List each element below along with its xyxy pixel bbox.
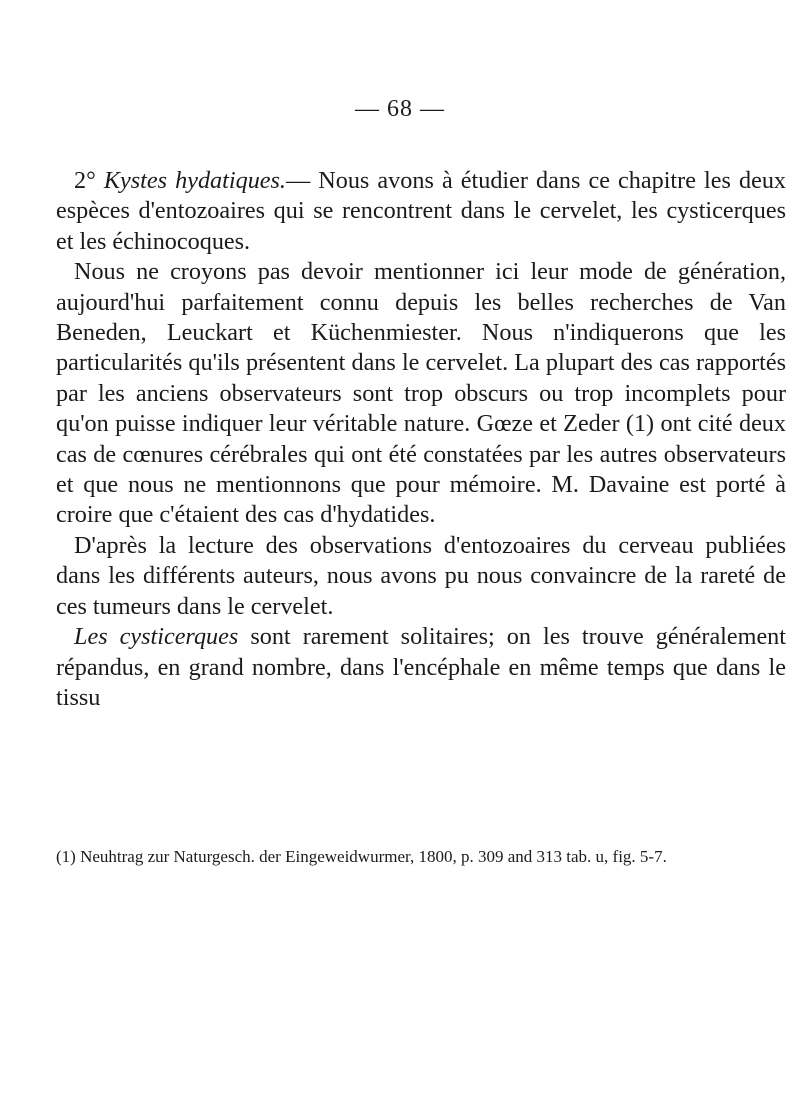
footnote: (1) Neuhtrag zur Naturgesch. der Eingeweidwurmer, 1800, p. 309 and 313 tab. u, fig. 5-7. <box>56 847 667 866</box>
section-intro: — Nous avons à étudier dans ce chapitre les deux espèces d'entozoaires qui se rencontrent dans le cervelet, les cysticerques et les échinocoques. <box>56 167 787 255</box>
paragraph-3 <box>56 622 786 713</box>
paragraph-2: D'après la lecture des observations d'entozoaires du cerveau publiées dans les différents auteurs, nous avons pu nous convaincre de la rareté de ces tumeurs dans le cervelet. <box>56 531 786 620</box>
cysticerques-term: Les cysticerques <box>74 623 239 651</box>
paragraph-3-text: sont rarement solitaires; on les trouve généralement répandus, en grand nombre, dans l'encéphale en même temps que dans le tissu <box>56 623 786 711</box>
paragraph-1: Nous ne croyons pas devoir mentionner ici leur mode de génération, aujourd'hui parfaitement connu depuis les belles recherches de Van Beneden, Leuckart et Küchenmiester. Nous n'indiquerons que les particularités qu'ils présentent dans le cervelet. La plupart des cas rapportés par les anciens observateurs sont trop obscurs ou trop incomplets pour qu'on puisse indiquer leur véritable nature. Gœze et Zeder (1) ont cité deux cas de cœnures cérébrales qui ont été constatées par les autres observateurs et que nous ne mentionnons que pour mémoire. M. Davaine est porté à croire que c'étaient des cas d'hydatides. <box>56 258 786 529</box>
page-number: — 68 — <box>355 96 445 122</box>
section-number: 2° <box>74 167 96 194</box>
body-text <box>56 166 786 713</box>
section-title: Kystes hydatiques. <box>103 167 286 194</box>
section-paragraph <box>56 166 786 257</box>
